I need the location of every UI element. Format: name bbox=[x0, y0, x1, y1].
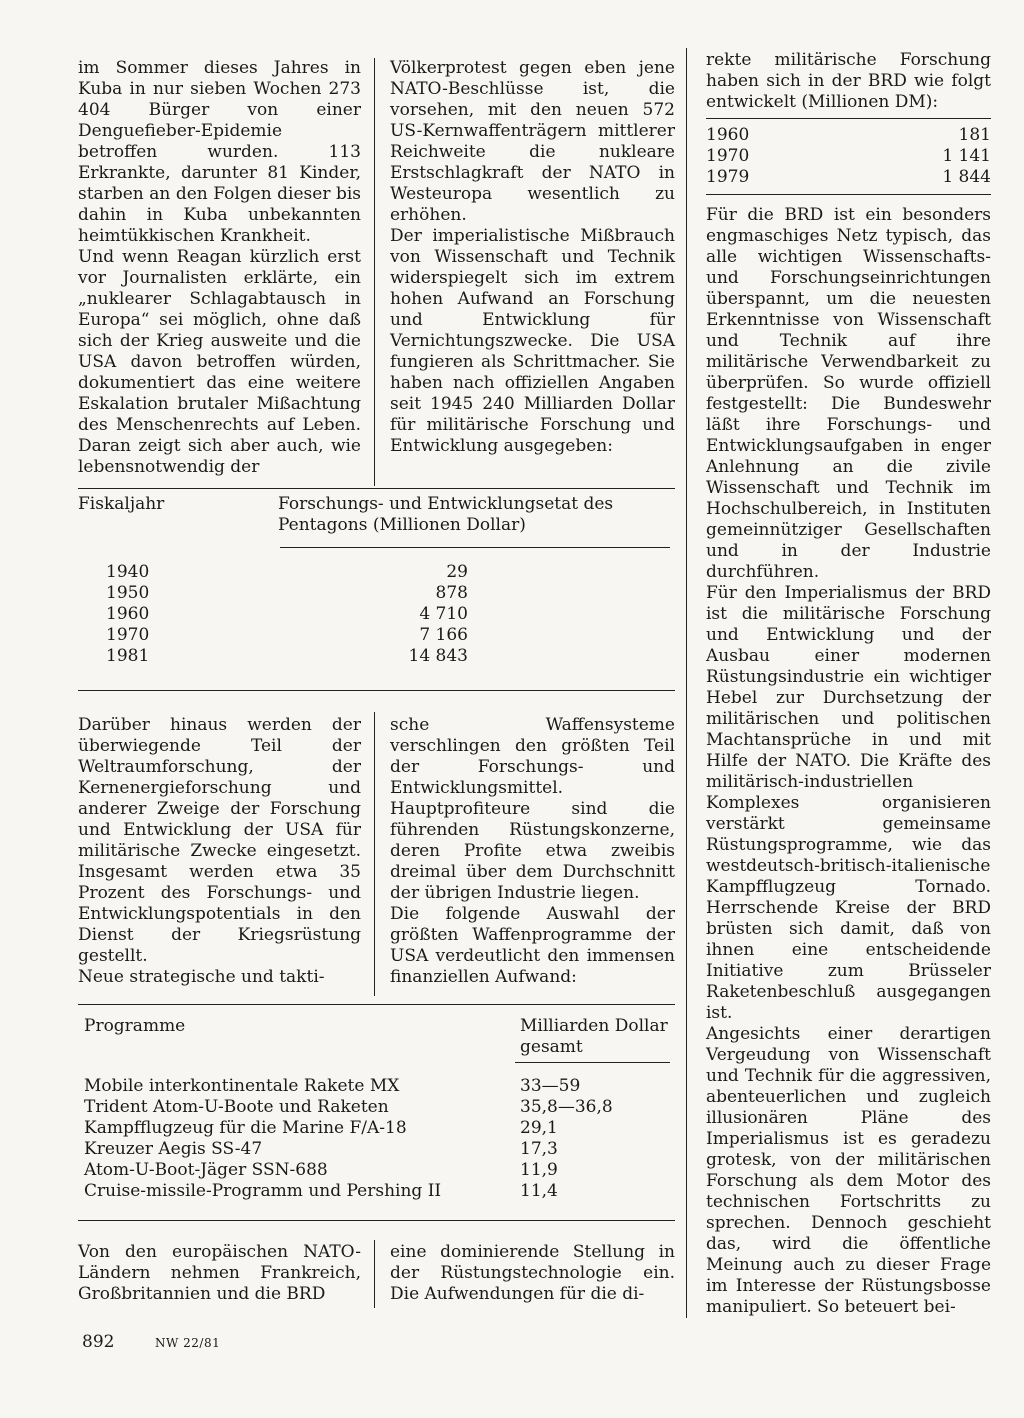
column-rule bbox=[374, 1240, 375, 1308]
paragraph: Neue strategische und takti- bbox=[78, 967, 325, 987]
table-row bbox=[84, 1139, 674, 1160]
table-cell-program: Mobile interkontinentale Rakete MX bbox=[84, 1076, 400, 1096]
column-1-top bbox=[78, 58, 361, 478]
table-cell-value: 29 bbox=[446, 562, 468, 582]
column-rule bbox=[686, 48, 687, 1318]
paragraph: Die folgende Auswahl der größten Waffenprogramme der USA verdeutlicht den immensen finanziellen Aufwand: bbox=[390, 904, 675, 987]
programs-table bbox=[84, 1016, 674, 1058]
table-rule bbox=[706, 194, 991, 195]
issue-label: NW 22/81 bbox=[155, 1336, 221, 1350]
table-rule bbox=[706, 118, 991, 119]
table-cell-year: 1960 bbox=[706, 125, 750, 145]
column-2-top bbox=[390, 58, 675, 457]
table-row bbox=[84, 1097, 674, 1118]
paragraph: Darüber hinaus werden der überwiegende Teil der Weltraumforschung, der Kernenergieforschung und anderer Zweige der Forschung und Entwicklung der USA für militärische Zwecke eingesetzt. Insgesamt werden etwa 35 Prozent des Forschungs- und Entwicklungspotentials in den Dienst der Kriegsrüstung gestellt. bbox=[78, 715, 361, 966]
table-rule bbox=[78, 1004, 675, 1005]
table-rule bbox=[78, 1220, 675, 1221]
table-cell-value: 1 844 bbox=[942, 167, 991, 187]
header-value: Forschungs- und Entwicklungsetat des Pentagons (Millionen Dollar) bbox=[278, 494, 614, 535]
table-header bbox=[78, 494, 675, 536]
paragraph: Von den europäischen NATO-Ländern nehmen Frankreich, Großbritannien und die BRD bbox=[78, 1242, 361, 1304]
table-cell-value: 33—59 bbox=[520, 1076, 581, 1096]
table-cell-value: 35,8—36,8 bbox=[520, 1097, 613, 1117]
table-row bbox=[84, 1076, 674, 1097]
paragraph: Völkerprotest gegen eben jene NATO-Beschlüsse ist, die vorsehen, mit den neuen 572 US-Kernwaffenträgern mittlerer Reichweite die nukleare Erstschlagkraft der NATO in Westeuropa wesentlich zu erhöhen. bbox=[390, 58, 675, 225]
table-cell-year: 1970 bbox=[106, 625, 150, 645]
column-1-bottom bbox=[78, 1242, 361, 1305]
header-year: Fiskaljahr bbox=[78, 494, 165, 514]
column-2-bottom bbox=[390, 1242, 675, 1305]
header-program: Programme bbox=[84, 1016, 186, 1036]
table-cell-value: 29,1 bbox=[520, 1118, 558, 1138]
table-row bbox=[706, 146, 991, 167]
table-row bbox=[106, 562, 476, 583]
table-cell-year: 1940 bbox=[106, 562, 150, 582]
table-row bbox=[706, 167, 991, 188]
table-cell-value: 7 166 bbox=[419, 625, 468, 645]
table-rule bbox=[280, 547, 670, 548]
table-row bbox=[84, 1118, 674, 1139]
table-cell-year: 1970 bbox=[706, 146, 750, 166]
table-cell-value: 11,4 bbox=[520, 1181, 558, 1201]
table-row bbox=[84, 1181, 674, 1202]
table-rule bbox=[78, 488, 675, 489]
paragraph: im Sommer dieses Jahres in Kuba in nur sieben Wochen 273 404 Bürger von einer Denguefieber-Epidemie betroffen wurden. 113 Erkrankte, darunter 81 Kinder, starben an den Folgen dieser bis dahin in Kuba unbekannten heimtükkischen Krankheit. bbox=[78, 58, 361, 246]
table-row bbox=[84, 1160, 674, 1181]
column-1-middle bbox=[78, 715, 361, 988]
column-2-middle bbox=[390, 715, 675, 988]
table-row bbox=[106, 625, 476, 646]
table-row bbox=[106, 583, 476, 604]
programs-table-body bbox=[84, 1076, 674, 1202]
table-cell-value: 1 141 bbox=[942, 146, 991, 166]
table-cell-program: Atom-U-Boot-Jäger SSN-688 bbox=[84, 1160, 328, 1180]
header-value: Milliarden Dollar gesamt bbox=[520, 1016, 668, 1057]
brd-table bbox=[706, 125, 991, 188]
table-cell-program: Trident Atom-U-Boote und Raketen bbox=[84, 1097, 389, 1117]
pentagon-table-body bbox=[106, 562, 476, 667]
paragraph: Für den Imperialismus der BRD ist die militärische Forschung und Entwicklung und der Ausbau einer modernen Rüstungsindustrie ein wichtiger Hebel zur Durchsetzung der militärischen und politischen Machtansprüche in und mit Hilfe der NATO. Die Kräfte des militärisch-industriellen Komplexes organisieren verstärkt gemeinsame Rüstungsprogramme, wie das westdeutsch-britisch-italienische Kampfflugzeug Tornado. Herrschende Kreise der BRD brüsten sich damit, daß von ihnen eine entscheidende Initiative zum Brüsseler Raketenbeschluß ausgegangen ist. bbox=[706, 583, 991, 1023]
table-rule bbox=[515, 1062, 670, 1063]
column-rule bbox=[374, 712, 375, 996]
table-cell-program: Kampfflugzeug für die Marine F/A-18 bbox=[84, 1118, 407, 1138]
table-cell-year: 1979 bbox=[706, 167, 750, 187]
table-row bbox=[106, 646, 476, 667]
paragraph: Der imperialistische Mißbrauch von Wissenschaft und Technik widerspiegelt sich im extrem hohen Aufwand an Forschung und Entwicklung für Vernichtungszwecke. Die USA fungieren als Schrittmacher. Sie haben nach offiziellen Angaben seit 1945 240 Milliarden Dollar für militärische Forschung und Entwicklung ausgegeben: bbox=[390, 226, 675, 456]
table-cell-value: 17,3 bbox=[520, 1139, 558, 1159]
paragraph: Für die BRD ist ein besonders engmaschiges Netz typisch, das alle wichtigen Wissenschafts- und Forschungseinrichtungen überspannt, um die neuesten Erkenntnisse von Wissenschaft und Technik auf ihre militärische Verwendbarkeit zu überprüfen. So wurde offiziell festgestellt: Die Bundeswehr läßt ihre Forschungs- und Entwicklungsaufgaben in enger Anlehnung an die zivile Wissenschaft und Technik im Hochschulbereich, in Instituten gemeinnütziger Gesellschaften und in der Industrie durchführen. bbox=[706, 205, 991, 582]
table-cell-value: 14 843 bbox=[408, 646, 468, 666]
table-cell-program: Cruise-missile-Programm und Pershing II bbox=[84, 1181, 442, 1201]
table-cell-value: 181 bbox=[958, 125, 991, 145]
paragraph: sche Waffensysteme verschlingen den größten Teil der Forschungs- und Entwicklungsmittel. Hauptprofiteure sind die führenden Rüstungskonzerne, deren Profite etwa zweibis dreimal über dem Durchschnitt der übrigen Industrie liegen. bbox=[390, 715, 675, 903]
table-rule bbox=[78, 690, 675, 691]
table-cell-program: Kreuzer Aegis SS-47 bbox=[84, 1139, 263, 1159]
table-cell-value: 878 bbox=[435, 583, 468, 603]
pentagon-table bbox=[78, 494, 675, 536]
table-cell-year: 1960 bbox=[106, 604, 150, 624]
table-header bbox=[84, 1016, 674, 1058]
page-number: 892 bbox=[82, 1332, 115, 1352]
paragraph: Angesichts einer derartigen Vergeudung von Wissenschaft und Technik für die aggressiven, abenteuerlichen und zugleich illusionären Pläne des Imperialismus ist es geradezu grotesk, von der militärischen Forschung als dem Motor des technischen Fortschritts zu sprechen. Dennoch geschieht das, wird die öffentliche Meinung auch zu dieser Frage im Interesse der Rüstungsbosse manipuliert. So beteuert bei- bbox=[706, 1024, 991, 1317]
table-cell-year: 1981 bbox=[106, 646, 150, 666]
paragraph: eine dominierende Stellung in der Rüstungstechnologie ein. Die Aufwendungen für die di- bbox=[390, 1242, 675, 1304]
table-cell-value: 11,9 bbox=[520, 1160, 558, 1180]
paragraph: Und wenn Reagan kürzlich erst vor Journalisten erklärte, ein „nuklearer Schlagabtausch in Europa“ sei möglich, ohne daß sich der Krieg ausweite und die USA davon betroffen würden, dokumentiert das eine weitere Eskalation brutaler Mißachtung des Menschenrechts auf Leben. Daran zeigt sich aber auch, wie lebensnotwendig der bbox=[78, 247, 361, 477]
column-rule bbox=[374, 58, 375, 486]
table-cell-year: 1950 bbox=[106, 583, 150, 603]
column-3 bbox=[706, 50, 991, 1318]
table-cell-value: 4 710 bbox=[419, 604, 468, 624]
table-row bbox=[106, 604, 476, 625]
paragraph: rekte militärische Forschung haben sich in der BRD wie folgt entwickelt (Millionen DM): bbox=[706, 50, 991, 112]
table-row bbox=[706, 125, 991, 146]
